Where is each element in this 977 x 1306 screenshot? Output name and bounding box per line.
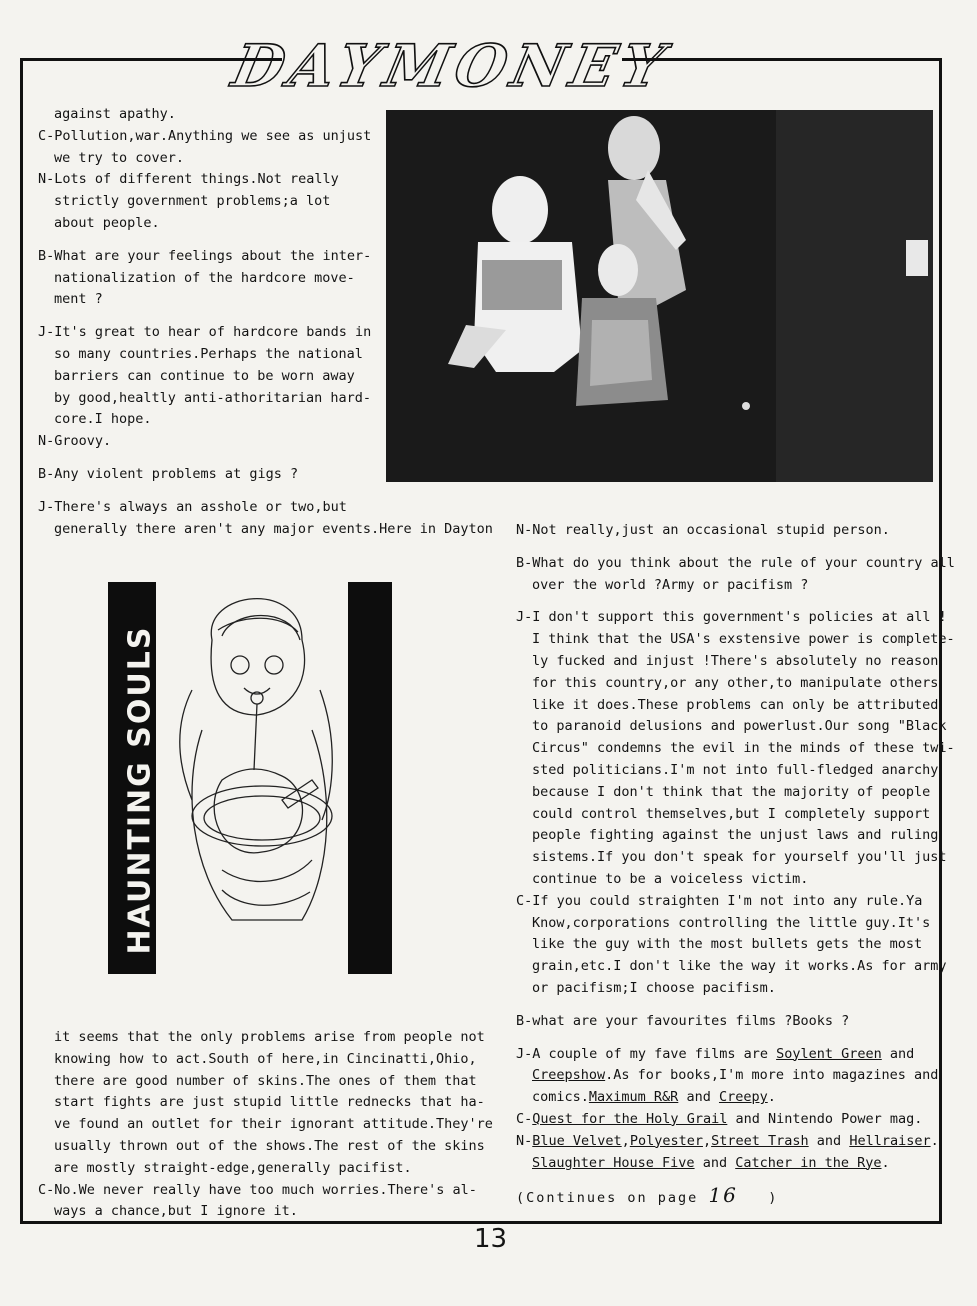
text-line: sted politicians.I'm not into full-fledged anarchy [532, 761, 939, 778]
text-line: generally there aren't any major events.Here in Dayton [54, 520, 493, 537]
film-title: Soylent Green [776, 1045, 882, 1062]
text-line: continue to be a voiceless victim. [532, 870, 809, 887]
text-line: strictly government problems;a lot [54, 193, 331, 210]
text-line: ment ? [54, 291, 103, 308]
text-line: start fights are just stupid little rednecks that ha- [54, 1094, 485, 1111]
film-title: Street Trash [711, 1132, 809, 1149]
text-line: to paranoid delusions and powerlust.Our song "Black [532, 718, 947, 735]
film-title: Blue Velvet [532, 1132, 622, 1149]
book-title: Slaughter House Five [532, 1154, 695, 1171]
text-line: I think that the USA's exstensive power is complete- [532, 631, 955, 648]
continues-page-number: 16 [708, 1183, 738, 1208]
flyer-illustration [162, 570, 344, 962]
text-line: Circus" condemns the evil in the minds of these twi- [532, 740, 955, 757]
film-title: Hellraiser [849, 1132, 931, 1149]
text-line: for this country,or any other,to manipulate others [532, 674, 939, 691]
text-line: C-Pollution,war.Anything we see as unjust [38, 127, 372, 144]
text-line: B-Any violent problems at gigs ? [38, 465, 299, 482]
text-line: people fighting against the unjust laws and ruling [532, 827, 939, 844]
right-column [516, 520, 955, 1210]
masthead-title: DAYMONEY [227, 32, 677, 100]
text-line: ways a chance,but I ignore it. [54, 1203, 298, 1220]
text-line: J-It's great to hear of hardcore bands in [38, 324, 372, 341]
text-line: J-I don't support this government's policies at all ! [516, 609, 947, 626]
text-line: C-If you could straighten I'm not into any rule.Ya [516, 892, 923, 909]
band-name-left: HAUNTING SOULS [122, 625, 158, 955]
text-line: barriers can continue to be worn away [54, 367, 355, 384]
text-line: ly fucked and injust !There's absolutely no reason [532, 652, 939, 669]
text-line: N-Groovy. [38, 433, 112, 450]
text-line: against apathy. [54, 106, 176, 122]
text-line: B-what are your favourites films ?Books ? [516, 1012, 850, 1029]
text-line: like the guy with the most bullets gets the most [532, 936, 923, 953]
text-line: ve found an outlet for their ignorant attitude.They're [54, 1116, 493, 1133]
text-line: C-No.We never really have too much worries.There's al- [38, 1181, 477, 1198]
text-line: sistems.If you don't speak for yourself you'll just [532, 849, 947, 866]
continues-note: (Continues on page 16 ) [516, 1183, 779, 1208]
magazine-title: Maximum R&R [588, 1089, 679, 1106]
text-line: Slaughter House Five and Catcher in the Rye. [532, 1154, 890, 1171]
text-line: N-Lots of different things.Not really [38, 171, 339, 188]
text-line: B-What do you think about the rule of your country all [516, 554, 955, 571]
band-photo [386, 110, 933, 482]
text-line: J-A couple of my fave films are Soylent Green and [516, 1045, 915, 1062]
text-line: J-There's always an asshole or two,but [38, 498, 347, 515]
text-line: comics.Maximum R&R and Creepy. [532, 1089, 776, 1106]
text-line: Creepshow.As for books,I'm more into magazines and [532, 1067, 939, 1084]
film-title: Quest for the Holy Grail [532, 1110, 728, 1127]
flyer-left-banner [108, 582, 156, 974]
text-line: it seems that the only problems arise from people not [54, 1029, 485, 1045]
text-line: knowing how to act.South of here,in Cincinatti,Ohio, [54, 1050, 477, 1067]
book-title: Catcher in the Rye [735, 1154, 882, 1171]
text-line: we try to cover. [54, 149, 185, 166]
page-number: 13 [474, 1224, 508, 1254]
flyer-right-banner [348, 582, 635, 990]
text-line: or pacifism;I choose pacifism. [532, 979, 776, 996]
text-line: so many countries.Perhaps the national [54, 345, 363, 362]
text-line: like it does.These problems can only be attributed [532, 696, 939, 713]
text-line: C-Quest for the Holy Grail and Nintendo Power mag. [516, 1110, 923, 1127]
text-line: usually thrown out of the shows.The rest of the skins [54, 1137, 485, 1154]
text-line: because I don't think that the majority of people [532, 783, 931, 800]
text-line: by good,healtly anti-athoritarian hard- [54, 389, 371, 406]
text-line: are mostly straight-edge,generally pacifist. [54, 1159, 412, 1176]
gig-flyer [100, 570, 635, 990]
text-line: N-Blue Velvet,Polyester,Street Trash and Hellraiser. [516, 1132, 939, 1149]
text-line: about people. [54, 214, 160, 231]
text-line: nationalization of the hardcore move- [54, 269, 355, 286]
text-line: grain,etc.I don't like the way it works.As for army [532, 958, 947, 975]
text-line: Know,corporations controlling the little guy.It's [532, 914, 931, 931]
magazine-title: Creepy [718, 1089, 768, 1106]
left-column-bottom [38, 1027, 493, 1223]
band-photo-image [386, 110, 933, 482]
text-line: core.I hope. [54, 411, 152, 428]
masthead [227, 30, 677, 102]
film-title: Polyester [629, 1132, 703, 1149]
text-line: over the world ?Army or pacifism ? [532, 576, 809, 593]
text-line: there are good number of skins.The ones of them that [54, 1072, 477, 1089]
text-line: N-Not really,just an occasional stupid person. [516, 522, 890, 538]
text-line: B-What are your feelings about the inter- [38, 247, 372, 264]
film-title: Creepshow [532, 1067, 606, 1084]
band-name-right: INVOLUNTARY VICTIMS [601, 590, 635, 990]
text-line: could control themselves,but I completely support [532, 805, 931, 822]
